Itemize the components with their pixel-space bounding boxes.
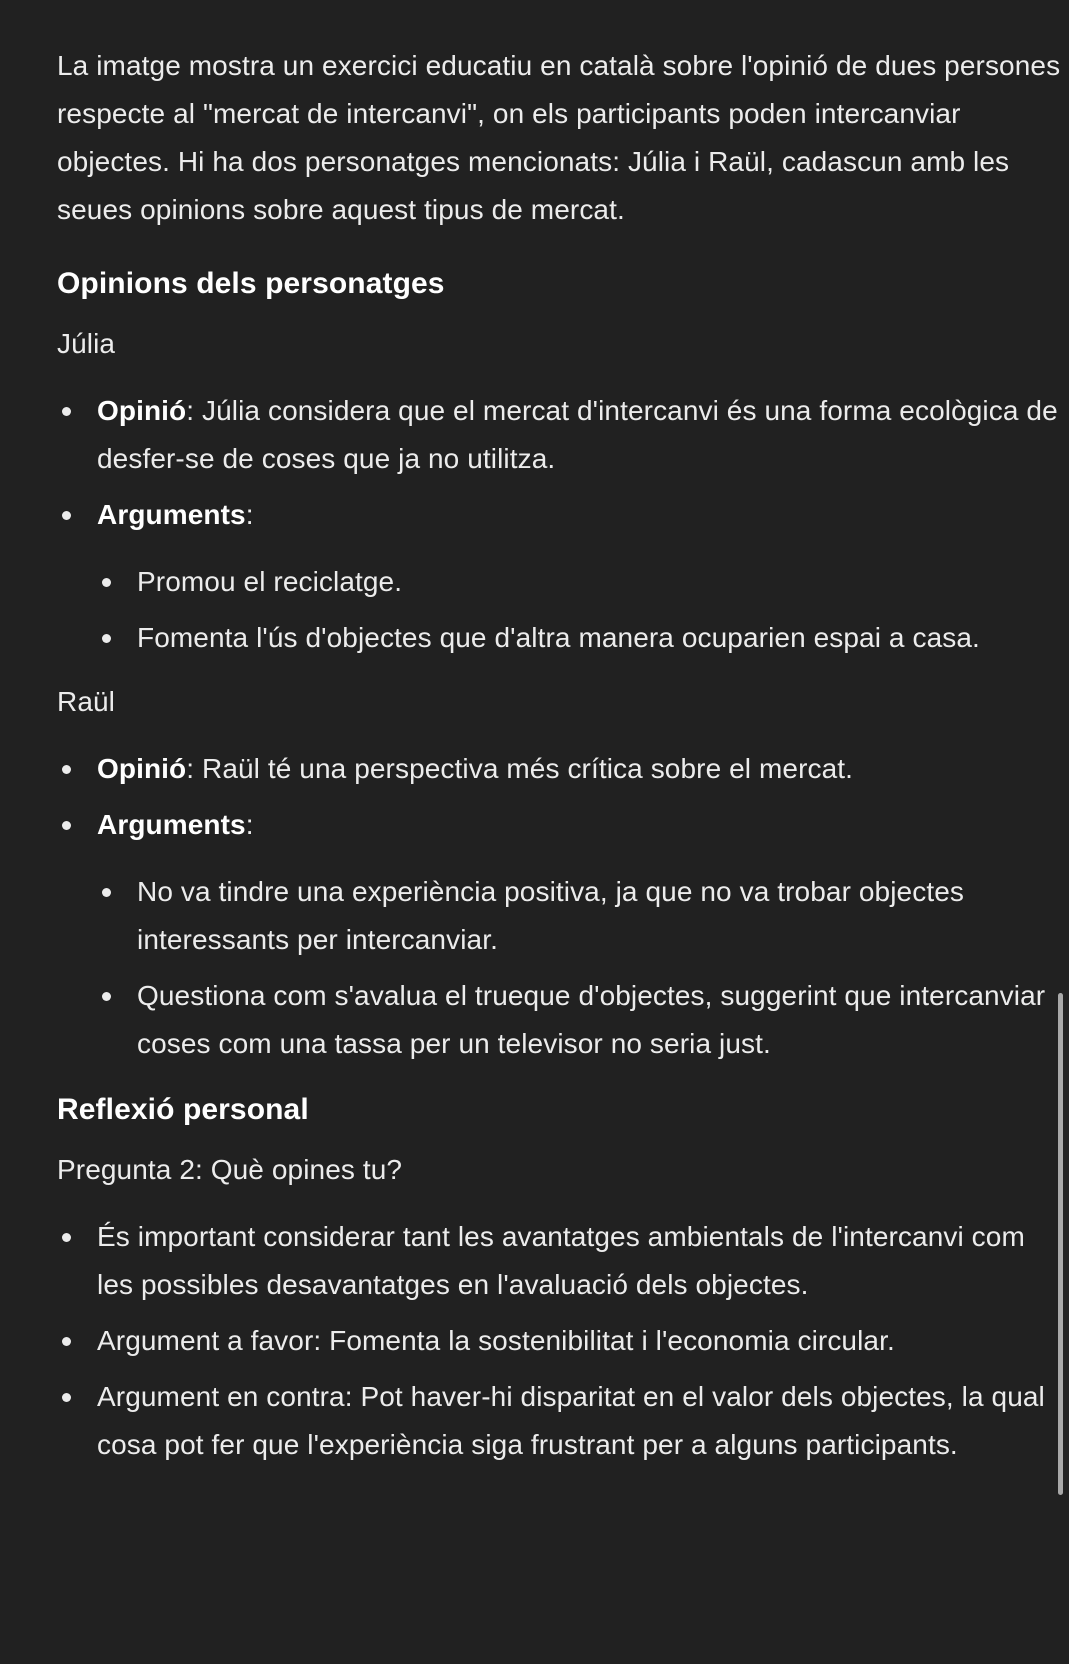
intro-paragraph: La imatge mostra un exercici educatiu en català sobre l'opinió de dues persones respecte al "mercat de intercanvi", on els participants poden intercanviar objectes. Hi ha dos personatges mencionats: Júlia i Raül, cadascun amb les seues opinions sobre aquest tipus de mercat. <box>57 50 1061 225</box>
question-text: Pregunta 2: Què opines tu? <box>57 1154 403 1185</box>
list-item: Questiona com s'avalua el trueque d'objectes, suggerint que intercanviar coses com una tassa per un televisor no seria just. <box>97 972 1062 1068</box>
arguments-colon: : <box>245 809 254 840</box>
list-item: Promou el reciclatge. <box>97 558 1062 606</box>
list-item: Fomenta l'ús d'objectes que d'altra manera ocuparien espai a casa. <box>97 614 1062 662</box>
raul-arguments-list <box>97 868 1062 1068</box>
opinion-text: : Júlia considera que el mercat d'intercanvi és una forma ecològica de desfer-se de coses que ja no utilitza. <box>97 395 1058 474</box>
arguments-label: Arguments <box>97 809 246 840</box>
list-item: Argument a favor: Fomenta la sostenibilitat i l'economia circular. <box>57 1317 1062 1365</box>
opinion-label: Opinió <box>97 753 187 784</box>
julia-arguments-list <box>97 558 1062 662</box>
list-item: És important considerar tant les avantatges ambientals de l'intercanvi com les possibles desavantatges en l'avaluació dels objectes. <box>57 1213 1062 1309</box>
section-heading-reflection: Reflexió personal <box>57 1093 309 1126</box>
arguments-colon: : <box>245 499 254 530</box>
chat-message <box>57 42 1062 1477</box>
opinion-text: : Raül té una perspectiva més crítica sobre el mercat. <box>186 753 854 784</box>
raul-list <box>57 745 1062 1068</box>
list-item: No va tindre una experiència positiva, ja que no va trobar objectes interessants per intercanviar. <box>97 868 1062 964</box>
opinion-label: Opinió <box>97 395 187 426</box>
julia-arguments-item <box>57 491 1062 662</box>
reflection-list <box>57 1213 1062 1469</box>
raul-arguments-item <box>57 801 1062 1068</box>
section-heading-opinions: Opinions dels personatges <box>57 267 445 300</box>
person-name-raul: Raül <box>57 686 115 717</box>
julia-opinion-item <box>57 387 1062 483</box>
julia-list <box>57 387 1062 662</box>
arguments-label: Arguments <box>97 499 246 530</box>
raul-opinion-item <box>57 745 1062 793</box>
list-item: Argument en contra: Pot haver-hi disparitat en el valor dels objectes, la qual cosa pot fer que l'experiència siga frustrant per a alguns participants. <box>57 1373 1062 1469</box>
scrollbar[interactable] <box>1058 993 1063 1495</box>
person-name-julia: Júlia <box>57 328 116 359</box>
